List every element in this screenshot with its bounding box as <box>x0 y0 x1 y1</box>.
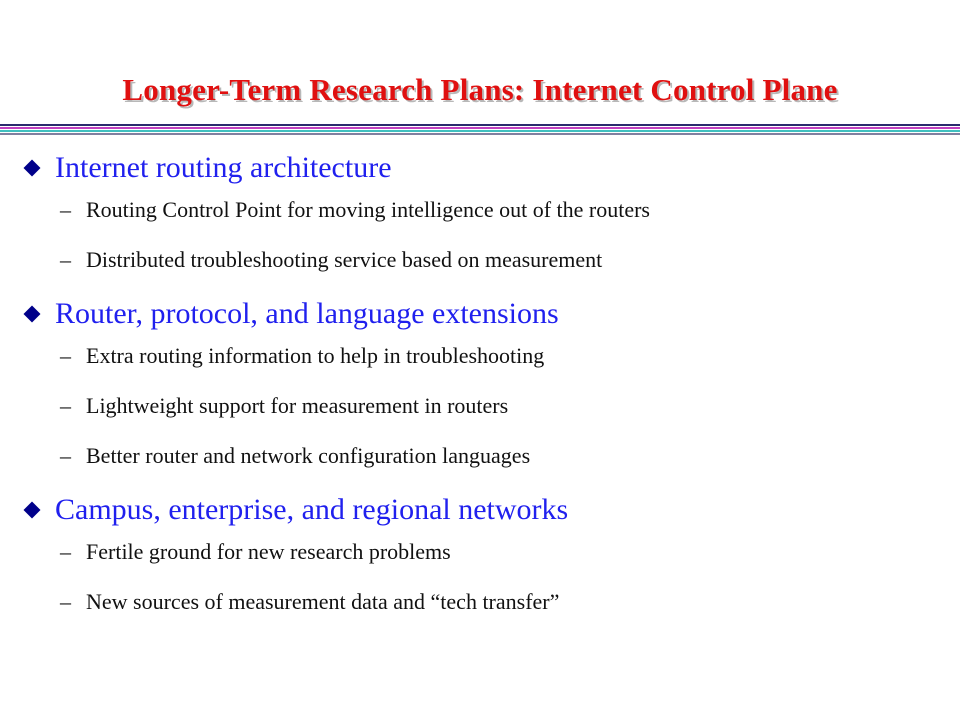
sub-bullet: – Distributed troubleshooting service based on measurement <box>60 247 603 272</box>
title-rule-3 <box>0 130 960 132</box>
sub-bullet-text: Routing Control Point for moving intelligence out of the routers <box>86 197 650 222</box>
slide-title: Longer-Term Research Plans: Internet Control Plane <box>122 72 838 107</box>
title-rule-1 <box>0 124 960 126</box>
bullet-list <box>20 148 940 630</box>
title-rule-2 <box>0 127 960 129</box>
bullet-heading: Router, protocol, and language extensions <box>55 297 559 330</box>
sub-bullet: – Extra routing information to help in troubleshooting <box>60 343 545 368</box>
sub-bullet: – New sources of measurement data and “tech transfer” <box>60 589 560 614</box>
diamond-bullet-icon <box>24 306 41 323</box>
sub-bullet: – Better router and network configuration languages <box>60 443 531 468</box>
sub-bullet-text: Distributed troubleshooting service based on measurement <box>86 247 603 272</box>
sub-bullet: – Routing Control Point for moving intelligence out of the routers <box>60 197 650 222</box>
diamond-bullet-icon <box>24 160 41 177</box>
sub-bullet-text: Better router and network configuration languages <box>86 443 531 468</box>
bullet-item <box>20 148 940 288</box>
bullet-item <box>20 490 940 630</box>
sub-bullet: – Lightweight support for measurement in routers <box>60 393 509 418</box>
sub-bullet: – Fertile ground for new research problems <box>60 539 451 564</box>
bullet-heading: Campus, enterprise, and regional networks <box>55 493 569 526</box>
sub-bullet-text: New sources of measurement data and “tech transfer” <box>86 589 560 614</box>
sub-bullet-text: Lightweight support for measurement in routers <box>86 393 509 418</box>
bullet-heading: Internet routing architecture <box>55 151 392 184</box>
diamond-bullet-icon <box>24 502 41 519</box>
title-rule-4 <box>0 133 960 135</box>
bullet-item <box>20 294 940 484</box>
sub-bullet-text: Extra routing information to help in troubleshooting <box>86 343 545 368</box>
sub-bullet-text: Fertile ground for new research problems <box>86 539 451 564</box>
